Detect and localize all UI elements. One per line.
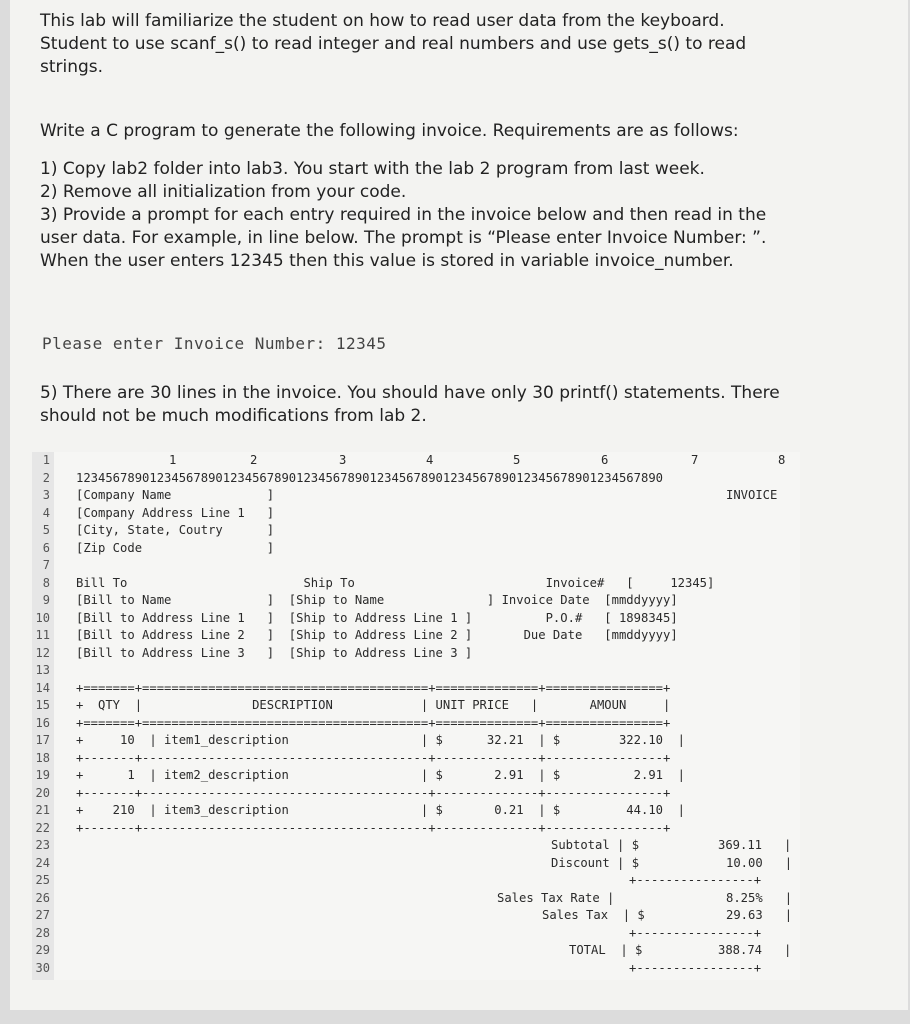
code-text: 8 <box>778 453 786 467</box>
line-number: 27 <box>35 908 50 922</box>
line-number: 18 <box>35 750 50 765</box>
code-text: +=======+=======================================+==============+================+ <box>76 715 671 730</box>
code-text: 4 <box>426 453 434 467</box>
code-text: +=======+=======================================+==============+================+ <box>76 680 671 695</box>
code-line <box>32 557 800 574</box>
code-text: [City, State, Coutry ] <box>76 523 275 537</box>
code-text: + 10 | item1_description | $ 32.21 | $ 322.10 | <box>76 733 686 747</box>
code-line <box>32 540 800 557</box>
line-number: 15 <box>35 698 50 712</box>
line-number: 5 <box>42 523 50 537</box>
line-number: 28 <box>35 925 50 940</box>
code-line <box>32 627 800 644</box>
code-text: 12345678901234567890123456789012345678901234567890123456789012345678901234567890 <box>76 470 663 485</box>
code-text: + 1 | item2_description | $ 2.91 | $ 2.91 | <box>76 768 686 782</box>
code-text: + QTY | DESCRIPTION | UNIT PRICE | AMOUN | <box>76 698 671 712</box>
line-number: 9 <box>42 593 50 607</box>
code-text: 5 <box>513 453 521 467</box>
code-text: [Zip Code ] <box>76 540 275 555</box>
line-number: 22 <box>35 820 50 835</box>
code-line <box>32 732 800 749</box>
code-text: 7 <box>691 453 699 467</box>
code-text: [Bill to Name ] [Ship to Name ] Invoice Date [mmddyyyy] <box>76 593 678 607</box>
code-text: [Company Name ] <box>76 488 275 502</box>
code-text: +----------------+ <box>629 925 762 940</box>
code-text: [Bill to Address Line 2 ] [Ship to Address Line 2 ] Due Date [mmddyyyy] <box>76 628 678 642</box>
requirement-1: 1) Copy lab2 folder into lab3. You start with the lab 2 program from last week. <box>40 159 705 179</box>
requirement-3: 3) Provide a prompt for each entry required in the invoice below and then read in the user data. For example, in line below. The prompt is “Please enter Invoice Number: ”. When the user enters 12345 then this value is stored in variable invoice_number. <box>40 205 767 271</box>
line-number: 2 <box>42 470 50 485</box>
code-line <box>32 750 800 767</box>
line-number: 16 <box>35 715 50 730</box>
code-text: Discount | $ <box>551 855 640 870</box>
code-text: 6 <box>601 453 609 467</box>
line-number: 12 <box>35 645 50 660</box>
code-text: TOTAL | $ <box>569 943 643 957</box>
code-line <box>32 715 800 732</box>
requirement-2: 2) Remove all initialization from your code. <box>40 182 407 202</box>
code-line <box>32 487 800 504</box>
code-line <box>32 820 800 837</box>
line-number: 10 <box>35 610 50 625</box>
requirement-5-paragraph <box>40 382 780 428</box>
code-text: 388.74 | <box>718 943 792 957</box>
code-text: 8.25% | <box>726 890 793 905</box>
code-text: [Bill to Address Line 3 ] [Ship to Address Line 3 ] <box>76 645 473 660</box>
code-text: Sales Tax Rate | <box>497 890 615 905</box>
line-number: 29 <box>35 943 50 957</box>
code-line <box>32 575 800 592</box>
intro-text: This lab will familiarize the student on how to read user data from the keyboard. Student to use scanf_s() to read integer and real numbers and use gets_s() to read strings. <box>40 11 747 77</box>
code-text: 10.00 | <box>726 855 793 870</box>
line-number: 20 <box>35 785 50 800</box>
line-number: 17 <box>35 733 50 747</box>
code-line <box>32 505 800 522</box>
line-number: 30 <box>35 960 50 975</box>
line-number: 26 <box>35 890 50 905</box>
code-text: [Company Address Line 1 ] <box>76 505 275 520</box>
code-line <box>32 767 800 784</box>
task-text: Write a C program to generate the following invoice. Requirements are as follows: <box>40 121 739 141</box>
code-line <box>32 785 800 802</box>
code-line <box>32 610 800 627</box>
code-line <box>32 662 800 679</box>
task-heading <box>40 120 780 143</box>
code-text: Sales Tax | $ <box>542 908 645 922</box>
code-text: +----------------+ <box>629 960 762 975</box>
line-number: 23 <box>35 838 50 852</box>
line-number: 14 <box>35 680 50 695</box>
code-text: +-------+---------------------------------------+--------------+----------------+ <box>76 785 671 800</box>
code-line <box>32 592 800 609</box>
code-line <box>32 802 800 819</box>
intro-paragraph <box>40 10 780 79</box>
code-line <box>32 960 800 977</box>
code-text: 2 <box>250 453 258 467</box>
code-line <box>32 697 800 714</box>
code-text: + 210 | item3_description | $ 0.21 | $ 44.10 | <box>76 803 686 817</box>
code-line <box>32 645 800 662</box>
invoice-code-listing <box>32 452 800 980</box>
code-line <box>32 855 800 872</box>
code-line <box>32 942 800 959</box>
code-text: 3 <box>339 453 347 467</box>
code-text: INVOICE <box>726 488 778 502</box>
line-number: 4 <box>42 505 50 520</box>
line-number: 1 <box>42 453 50 467</box>
line-number: 11 <box>35 628 50 642</box>
line-number: 6 <box>42 540 50 555</box>
code-text: [Bill to Address Line 1 ] [Ship to Address Line 1 ] P.O.# [ 1898345] <box>76 610 678 625</box>
requirements-list <box>40 158 780 273</box>
code-line <box>32 872 800 889</box>
code-text: 369.11 | <box>718 838 792 852</box>
code-text: 1 <box>169 453 177 467</box>
code-text: Subtotal | $ <box>551 838 640 852</box>
code-line <box>32 907 800 924</box>
line-number: 24 <box>35 855 50 870</box>
requirement-5: 5) There are 30 lines in the invoice. You should have only 30 printf() statements. There should not be much modifications from lab 2. <box>40 383 780 426</box>
line-number: 7 <box>42 558 50 572</box>
code-text: Bill To Ship To Invoice# [ 12345] <box>76 575 715 590</box>
code-line <box>32 890 800 907</box>
line-number: 25 <box>35 873 50 887</box>
code-line <box>32 470 800 487</box>
code-text: +-------+---------------------------------------+--------------+----------------+ <box>76 750 671 765</box>
code-text: +----------------+ <box>629 873 762 887</box>
line-number: 3 <box>42 488 50 502</box>
prompt-example: Please enter Invoice Number: 12345 <box>42 334 387 353</box>
code-line <box>32 925 800 942</box>
line-number: 13 <box>35 663 50 677</box>
code-line <box>32 522 800 539</box>
line-number: 8 <box>42 575 50 590</box>
code-text: 29.63 | <box>726 908 793 922</box>
code-line <box>32 680 800 697</box>
line-number: 19 <box>35 768 50 782</box>
line-number: 21 <box>35 803 50 817</box>
code-line <box>32 452 800 469</box>
code-line <box>32 837 800 854</box>
code-text: +-------+---------------------------------------+--------------+----------------+ <box>76 820 671 835</box>
